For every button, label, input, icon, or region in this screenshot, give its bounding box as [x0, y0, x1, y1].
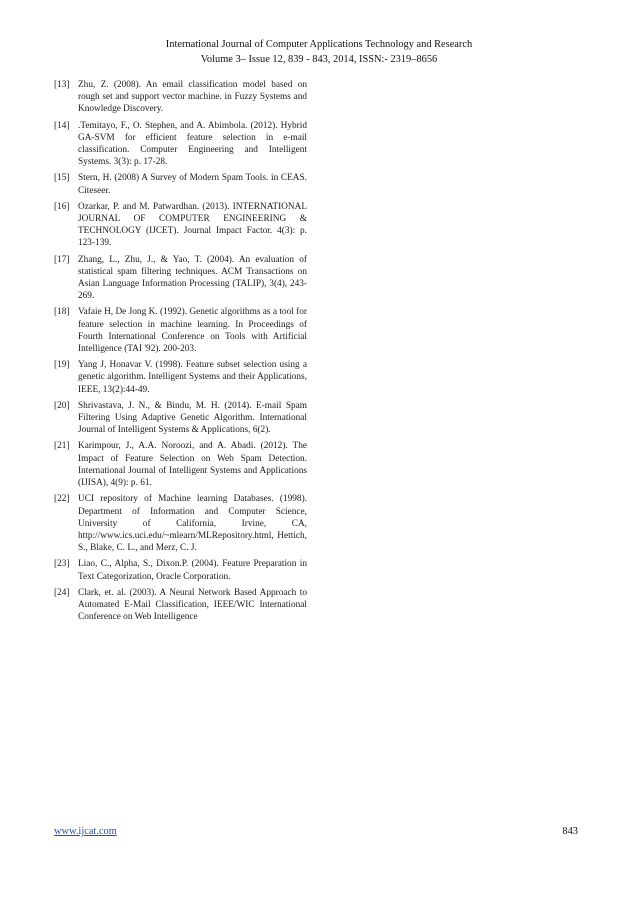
reference-text: UCI repository of Machine learning Databases. (1998). Department of Information and Computer Science, University of California, Irvine, CA, http://www.ics.uci.edu/~mlearn/MLRepository.html, Hettich, S., Blake, C. L., and Merz, C. J. [78, 494, 307, 554]
footer-journal-link[interactable]: www.ijcat.com [54, 826, 117, 837]
reference-item [54, 201, 307, 250]
reference-item [54, 306, 307, 355]
reference-number: [18] [54, 307, 70, 318]
page-number: 843 [562, 826, 578, 837]
reference-item [54, 79, 307, 116]
reference-item [54, 400, 307, 437]
journal-volume: Volume 3– Issue 12, 839 - 843, 2014, ISSN:- 2319–8656 [200, 53, 438, 65]
reference-number: [22] [54, 494, 70, 505]
reference-item [54, 587, 307, 624]
reference-item [54, 493, 307, 554]
reference-list [54, 79, 307, 627]
reference-text: Ozarkar, P. and M. Patwardhan. (2013). INTERNATIONAL JOURNAL OF COMPUTER ENGINEERING & TECHNOLOGY (IJCET). Journal Impact Factor. 4(3): p. 123-139. [78, 201, 307, 249]
reference-number: [23] [54, 559, 70, 570]
reference-text: Liao, C., Alpha, S., Dixon.P. (2004). Feature Preparation in Text Categorization, Oracle Corporation. [78, 559, 307, 582]
reference-item [54, 254, 307, 303]
reference-item [54, 558, 307, 582]
reference-text: Clark, et. al. (2003). A Neural Network Based Approach to Automated E-Mail Classification, IEEE/WIC International Conference on Web Intelligence [78, 587, 307, 623]
reference-number: [13] [54, 80, 70, 90]
reference-number: [19] [54, 360, 70, 371]
reference-number: [24] [54, 587, 70, 598]
reference-number: [14] [54, 120, 70, 131]
reference-text: Shrivastava, J. N., & Bindu, M. H. (2014). E-mail Spam Filtering Using Adaptive Genetic Algorithm. International Journal of Intelligent Systems & Applications, 6(2). [78, 400, 307, 436]
reference-text: .Temitayo, F., O. Stephen, and A. Abimbola. (2012). Hybrid GA-SVM for efficient feature selection in e-mail classification. Computer Engineering and Intelligent Systems. 3(3): p. 17-28. [78, 120, 307, 168]
reference-number: [20] [54, 400, 70, 411]
reference-number: [17] [54, 254, 70, 265]
reference-text: Yang J, Honavar V. (1998). Feature subset selection using a genetic algorithm. Intelligent Systems and their Applications, IEEE, 13(2):44-49. [78, 360, 307, 395]
reference-text: Zhang, L., Zhu, J., & Yao, T. (2004). An evaluation of statistical spam filtering techniques. ACM Transactions on Asian Language Information Processing (TALIP), 3(4), 243-269. [78, 254, 307, 302]
reference-number: [21] [54, 441, 70, 452]
reference-text: Vafaie H, De Jong K. (1992). Genetic algorithms as a tool for feature selection in machine learning. In Proceedings of Fourth International Conference on Tools with Artificial Intelligence (TAI '92). 200-203. [78, 307, 307, 355]
reference-item [54, 172, 307, 196]
reference-text: Zhu, Z. (2008). An email classification model based on rough set and support vector machine. in Fuzzy Systems and Knowledge Discovery. [78, 80, 307, 115]
reference-item [54, 359, 307, 396]
journal-title: International Journal of Computer Applications Technology and Research [165, 39, 473, 50]
reference-number: [15] [54, 173, 70, 184]
reference-item [54, 440, 307, 489]
reference-text: Karimpour, J., A.A. Noroozi, and A. Abadi. (2012). The Impact of Feature Selection on Web Spam Detection. International Journal of Intelligent Systems and Applications (IJISA), 4(9): p. 61. [78, 441, 307, 489]
reference-text: Stern, H. (2008) A Survey of Modern Spam Tools. in CEAS. Citeseer. [78, 173, 307, 196]
reference-item [54, 120, 307, 169]
reference-number: [16] [54, 201, 70, 212]
page-header [80, 38, 558, 67]
